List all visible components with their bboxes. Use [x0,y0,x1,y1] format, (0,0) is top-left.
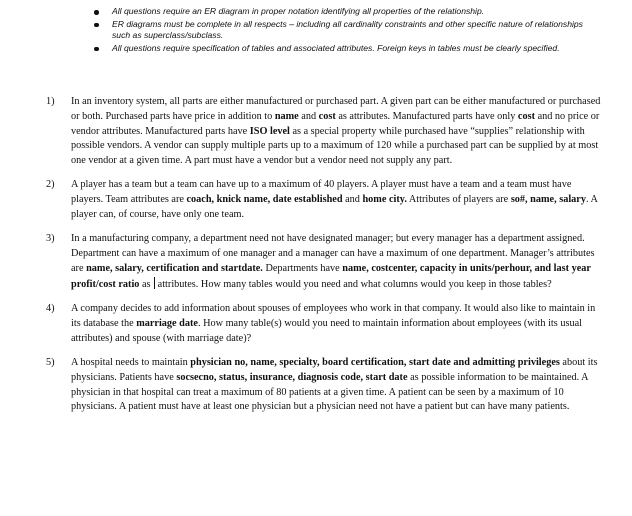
question-bold-term: name, salary, certification and startdate. [86,262,263,274]
question-text-segment: . A player can, of course, have only one team. [71,194,598,221]
question-bold-term: physician no, name, specialty, board certification, start date and admitting privileges [190,356,560,368]
question-text-segment: as [139,278,154,290]
requirement-item [94,43,594,55]
question-text-segment: . How many table(s) would you need to maintain information about employees (with its usual attributes) and spouse (with marriage date)? [71,317,582,344]
question-number: 2) [46,179,55,191]
question-bold-term: marriage date [136,317,198,329]
question-text [71,233,595,289]
bullet-icon [94,23,99,28]
question-item [46,232,602,292]
question-text-segment: and [342,194,363,206]
question-number: 3) [46,233,55,245]
question-bold-term: socsecno, status, insurance, diagnosis code, start date [176,371,408,383]
question-item [46,178,602,222]
question-bold-term: coach, knick name, date established [186,194,343,206]
question-bold-term: home city. [362,194,407,206]
question-text-segment: as possible information to be maintained. A physician in that hospital can treat a maximum of 80 patients at a given time. A patient can be seen by a maximum of 10 physicians. A patient must have at least one physician but a physician need not have a patient but can have many patients. [71,371,589,413]
requirement-text: ER diagrams must be complete in all respects – including all cardinality constraints and other specific nature of relationships such as superclass/subclass. [112,18,583,41]
question-text-segment: A hospital needs to maintain [71,356,191,368]
question-bold-term: name [274,110,299,122]
question-text-segment: A company decides to add information about spouses of employees who work in that company. It would also like to maintain in its database the [71,303,596,329]
question-text [71,96,600,166]
requirement-text: All questions require specification of tables and associated attributes. Foreign keys in tables must be clearly specified. [112,42,560,53]
questions-list [46,95,602,425]
question-number: 4) [46,303,55,315]
question-bold-term: name, costcenter, capacity in units/perhour, and last year profit/cost ratio [71,262,591,290]
question-bold-term: cost [318,110,336,122]
question-text-segment: as attributes. Manufactured parts have only [335,110,518,122]
question-number: 5) [46,356,55,368]
question-text-segment: In an inventory system, all parts are either manufactured or purchased part. A given part can be either manufactured or purchased or both. Purchased parts have price in addition to [71,96,601,122]
requirement-item [94,6,594,18]
question-item [46,356,602,415]
question-text-segment: attributes. How many tables would you need and what columns would you keep in those tables? [155,278,552,290]
requirement-text: All questions require an ER diagram in proper notation identifying all properties of the relationship. [112,6,485,16]
question-text-segment: about its physicians. Patients have [71,356,598,383]
question-bold-term: cost [517,110,535,122]
question-item [46,302,602,346]
question-text-segment: A player has a team but a team can have up to a maximum of 40 players. A player must have a team and a team must have players. Team attributes are [71,179,572,206]
question-text-segment: as a special property while purchased have “supplies” relationship with possible vendors. A vendor can supply multiple parts up to a maximum of 120 while a purchased part can be supplied by at most one vendor at a given time. A part must have a vendor but a vendor need not supply any part. [71,125,599,167]
requirement-item [94,19,594,42]
question-text-segment: and no price or vendor attributes. Manufactured parts have [71,110,600,137]
question-text-segment: In a manufacturing company, a department need not have designated manager; but every manager has a department assigned. Department can have a maximum of one manager and a manager can have a maximum of one department. Manager’s attributes are [71,233,595,274]
question-text [71,357,597,412]
bullet-icon [94,10,99,15]
question-item [46,95,602,169]
question-bold-term: so#, name, salary [510,194,586,206]
requirements-list [94,6,594,55]
question-text [71,303,595,344]
question-bold-term: ISO level [249,125,290,137]
bullet-icon [94,47,99,52]
question-number: 1) [46,96,55,107]
question-text [71,179,597,220]
question-text-segment: Departments have [262,262,343,274]
question-text-segment: Attributes of players are [406,194,511,206]
question-text-segment: and [298,110,319,122]
